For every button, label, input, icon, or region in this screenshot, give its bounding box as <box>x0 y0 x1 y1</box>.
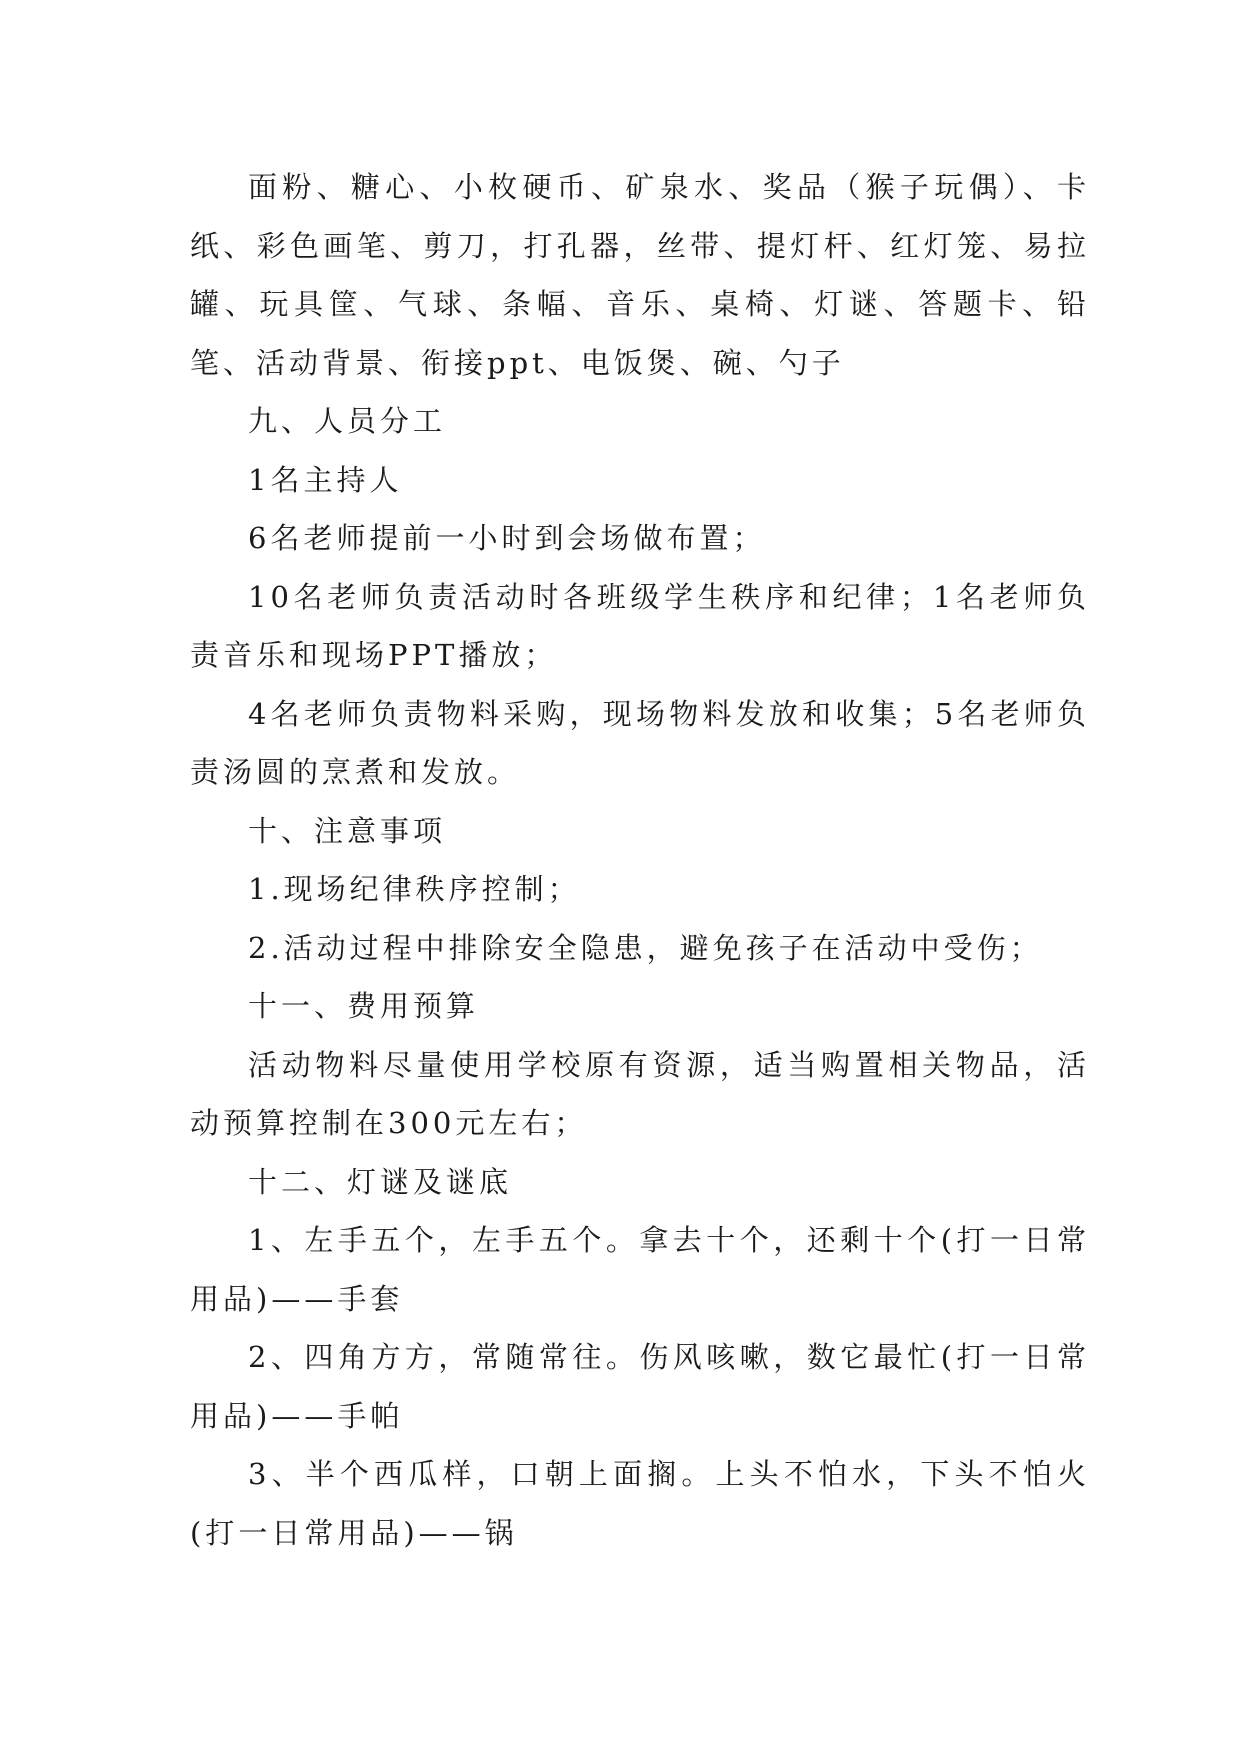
paragraph-riddle-3: 3、半个西瓜样，口朝上面搁。上头不怕水，下头不怕火(打一日常用品)——锅 <box>190 1457 1090 1550</box>
heading-budget: 十一、费用预算 <box>248 989 480 1023</box>
paragraph-order-teachers: 10名老师负责活动时各班级学生秩序和纪律；1名老师负责音乐和现场PPT播放； <box>190 579 1090 672</box>
heading-riddles: 十二、灯谜及谜底 <box>248 1164 513 1199</box>
document-body <box>190 158 1090 1562</box>
paragraph-materials-list: 面粉、糖心、小枚硬币、矿泉水、奖品（猴子玩偶）、卡纸、彩色画笔、剪刀，打孔器，丝带、提灯杆、红灯笼、易拉罐、玩具筐、气球、条幅、音乐、桌椅、灯谜、答题卡、铅笔、活动背景、衔接ppt、电饭煲、碗、勺子 <box>190 170 1090 380</box>
paragraph-safety: 2.活动过程中排除安全隐患，避免孩子在活动中受伤； <box>248 930 1043 965</box>
paragraph-host: 1名主持人 <box>248 462 403 497</box>
paragraph-riddle-2: 2、四角方方，常随常往。伤风咳嗽，数它最忙(打一日常用品)——手帕 <box>190 1340 1090 1433</box>
heading-staff-assignment: 九、人员分工 <box>248 404 447 438</box>
paragraph-discipline: 1.现场纪律秩序控制； <box>248 872 581 906</box>
paragraph-riddle-1: 1、左手五个，左手五个。拿去十个，还剩十个(打一日常用品)——手套 <box>190 1223 1090 1316</box>
paragraph-setup-teachers: 6名老师提前一小时到会场做布置； <box>248 521 766 555</box>
paragraph-budget: 活动物料尽量使用学校原有资源，适当购置相关物品，活动预算控制在300元左右； <box>190 1047 1090 1140</box>
heading-precautions: 十、注意事项 <box>248 813 447 848</box>
paragraph-purchase-teachers: 4名老师负责物料采购，现场物料发放和收集；5名老师负责汤圆的烹煮和发放。 <box>190 696 1090 789</box>
